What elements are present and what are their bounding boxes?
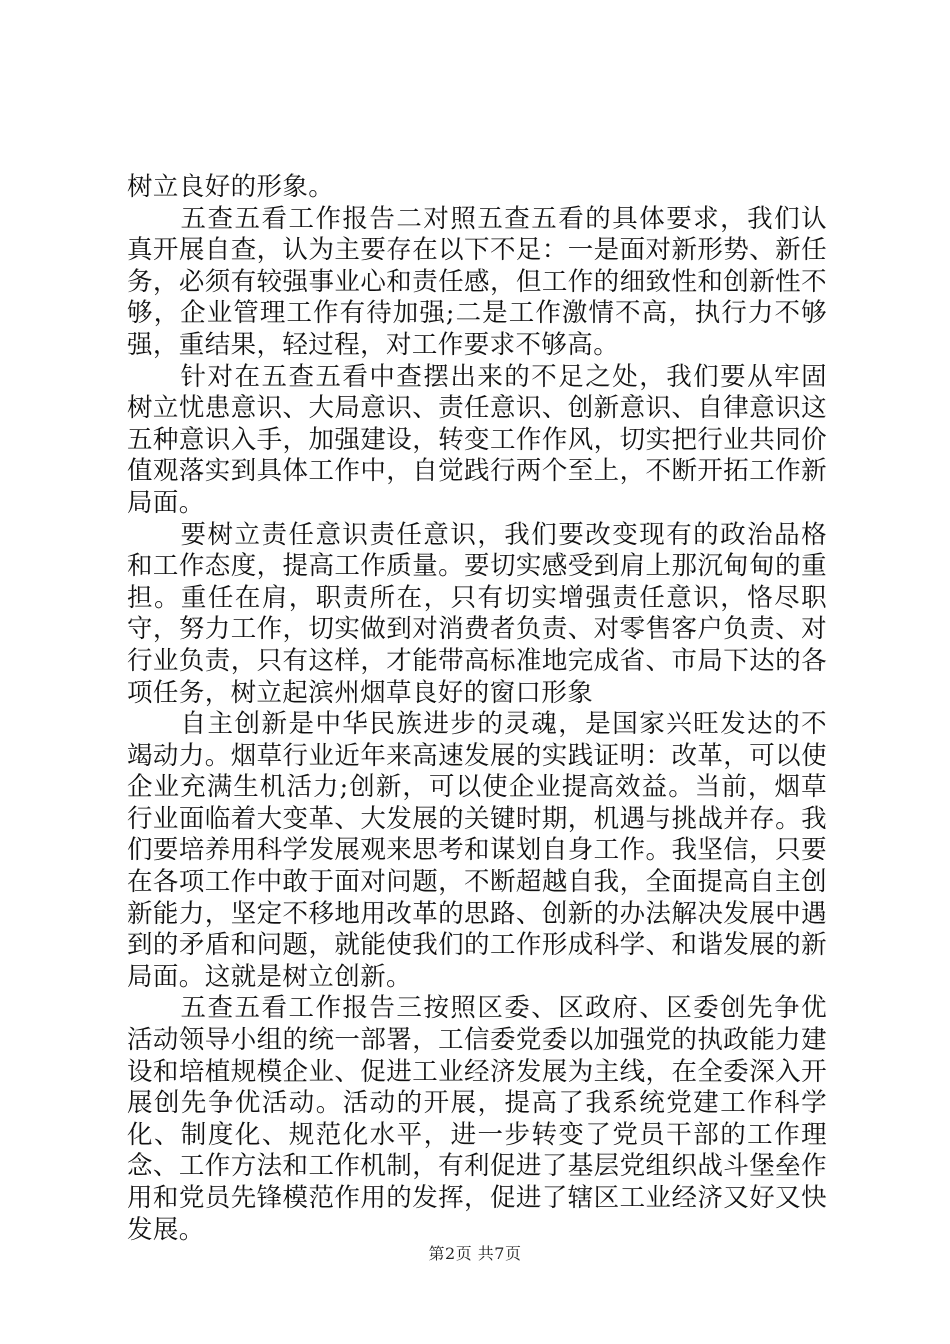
paragraph-report-two: 五查五看工作报告二对照五查五看的具体要求，我们认真开展自查，认为主要存在以下不足：一是面对新形势、新任务，必须有较强事业心和责任感，但工作的细致性和创新性不够，企业管理工作有待加强;二是工作激情不高，执行力不够强，重结果，轻过程，对工作要求不够高。	[127, 203, 827, 360]
document-body	[127, 172, 827, 1246]
paragraph-report-three: 五查五看工作报告三按照区委、区政府、区委创先争优活动领导小组的统一部署，工信委党委以加强党的执政能力建设和培植规模企业、促进工业经济发展为主线，在全委深入开展创先争优活动。活动的开展，提高了我系统党建工作科学化、制度化、规范化水平，进一步转变了党员干部的工作理念、工作方法和工作机制，有利促进了基层党组织战斗堡垒作用和党员先锋模范作用的发挥，促进了辖区工业经济又好又快发展。	[127, 993, 827, 1245]
paragraph-continuation: 树立良好的形象。	[127, 172, 335, 202]
page-number-footer: 第2页 共7页	[428, 1244, 522, 1263]
paragraph-five-awareness: 针对在五查五看中查摆出来的不足之处，我们要从牢固树立忧患意识、大局意识、责任意识、创新意识、自律意识这五种意识入手，加强建设，转变工作作风，切实把行业共同价值观落实到具体工作中，自觉践行两个至上，不断开拓工作新局面。	[127, 361, 827, 518]
paragraph-responsibility: 要树立责任意识责任意识，我们要改变现有的政治品格和工作态度，提高工作质量。要切实感受到肩上那沉甸甸的重担。重任在肩，职责所在，只有切实增强责任意识，恪尽职守，努力工作，切实做到对消费者负责、对零售客户负责、对行业负责，只有这样，才能带高标准地完成省、市局下达的各项任务，树立起滨州烟草良好的窗口形象	[127, 519, 827, 708]
paragraph-innovation: 自主创新是中华民族进步的灵魂，是国家兴旺发达的不竭动力。烟草行业近年来高速发展的实践证明：改革，可以使企业充满生机活力;创新，可以使企业提高效益。当前，烟草行业面临着大变革、大发展的关键时期，机遇与挑战并存。我们要培养用科学发展观来思考和谋划自身工作。我坚信，只要在各项工作中敢于面对问题，不断超越自我，全面提高自主创新能力，坚定不移地用改革的思路、创新的办法解决发展中遇到的矛盾和问题，就能使我们的工作形成科学、和谐发展的新局面。这就是树立创新。	[127, 709, 827, 992]
